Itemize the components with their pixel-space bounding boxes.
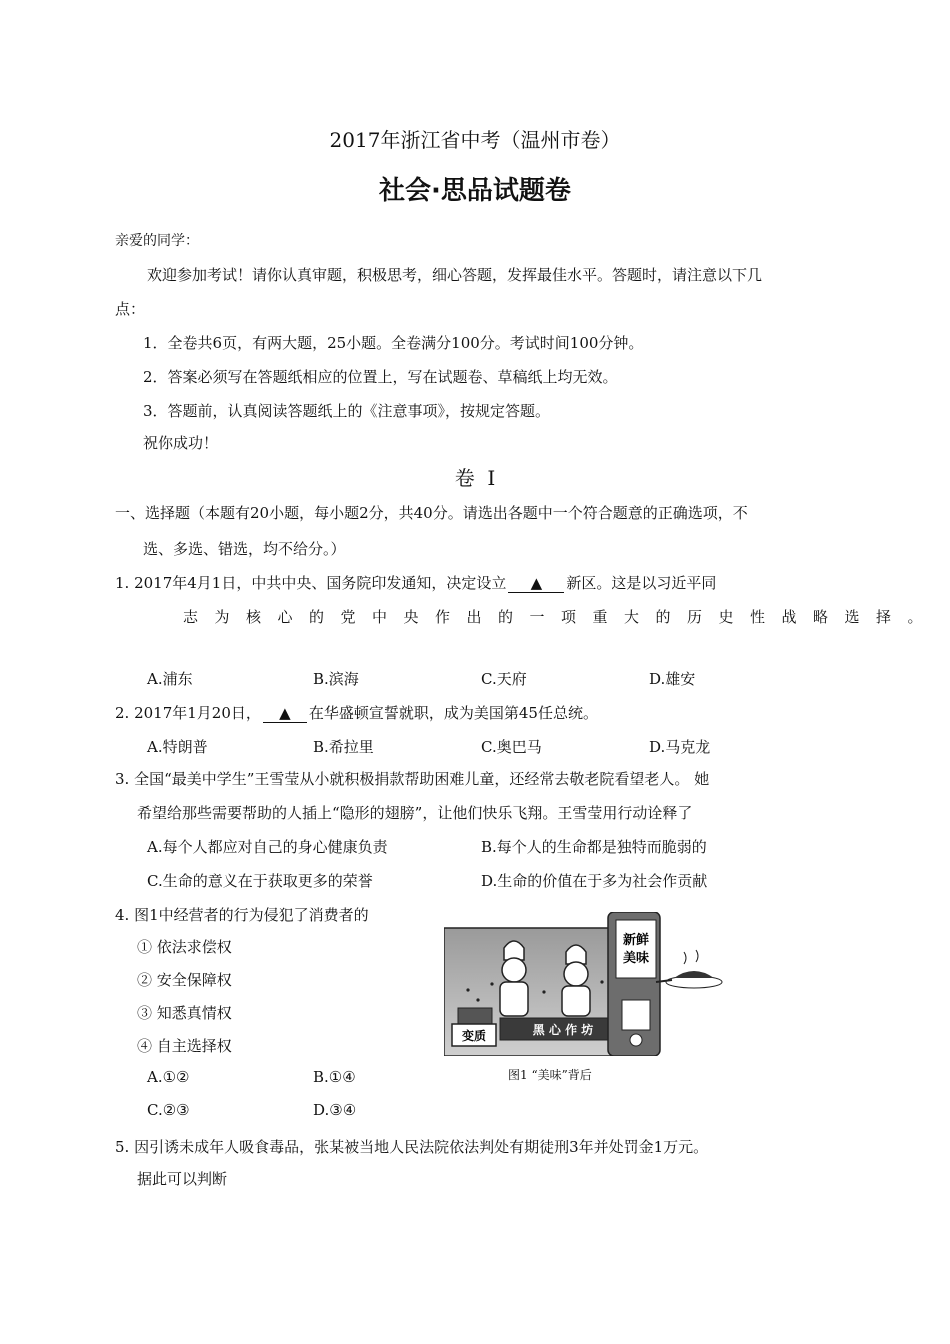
q3-option-a: A.每个人都应对自己的身心健康负责: [147, 838, 388, 856]
q4-item-2: ② 安全保障权: [137, 971, 232, 989]
question-1-text-a: 1. 2017年4月1日，中共中央、国务院印发通知，决定设立: [115, 574, 507, 592]
question-5-line-2: 据此可以判断: [137, 1170, 228, 1188]
box-label: 变质: [461, 1029, 487, 1043]
q4-option-b: B.①④: [313, 1068, 356, 1086]
greeting: 亲爱的同学：: [115, 233, 199, 249]
question-2-text-b: 在华盛顿宣誓就职，成为美国第45任总统。: [308, 704, 598, 722]
section-title: 卷 Ⅰ: [454, 466, 496, 490]
intro-line-2: 点：: [115, 300, 146, 318]
sign-text-2: 美味: [622, 951, 650, 966]
q4-item-4: ④ 自主选择权: [137, 1037, 232, 1055]
conveyor-banner: 黑 心 作 坊: [532, 1023, 594, 1037]
wish: 祝你成功！: [143, 434, 219, 452]
q3-option-d: D.生命的价值在于多为社会作贡献: [481, 872, 708, 890]
figure-1-caption: 图1 “美味”背后: [508, 1068, 592, 1082]
exam-subtitle: 社会·思品试题卷: [379, 176, 571, 206]
question-1-text-b: 新区。这是以习近平同: [566, 574, 717, 592]
question-4: 4. 图1中经营者的行为侵犯了消费者的: [115, 906, 369, 924]
q4-item-3: ③ 知悉真情权: [137, 1004, 232, 1022]
q3-option-b: B.每个人的生命都是独特而脆弱的: [481, 838, 707, 856]
note-1: 1．全卷共6页，有两大题，25小题。全卷满分100分。考试时间100分钟。: [143, 334, 644, 352]
part1-instruction-line-2: 选、多选、错选，均不给分。）: [143, 540, 346, 558]
question-5-line-1: 5. 因引诱未成年人吸食毒品，张某被当地人民法院依法判处有期徒刑3年并处罚金1万元。: [115, 1138, 709, 1156]
worker-right: [562, 945, 590, 1016]
q2-option-b: B.希拉里: [313, 738, 374, 756]
answer-blank: ▲: [508, 574, 564, 593]
q4-item-1: ① 依法求偿权: [137, 938, 232, 956]
part1-instruction-line-1: 一、选择题（本题有20小题，每小题2分，共40分。请选出各题中一个符合题意的正确选项，不: [115, 504, 748, 522]
q1-option-c: C.天府: [481, 670, 527, 688]
note-2: 2．答案必须写在答题纸相应的位置上，写在试题卷、草稿纸上均无效。: [143, 368, 618, 386]
cartoon-illustration: [444, 912, 726, 1056]
question-2: [115, 702, 598, 723]
intro-line-1: 欢迎参加考试！请你认真审题，积极思考，细心答题，发挥最佳水平。答题时，请注意以下几: [147, 266, 763, 284]
question-3-line-1: 3. 全国“最美中学生”王雪莹从小就积极捐款帮助困难儿童，还经常去敬老院看望老人。 她: [115, 770, 710, 788]
answer-blank: ▲: [263, 704, 307, 723]
question-2-text-a: 2. 2017年1月20日，: [115, 704, 261, 722]
exam-title: 2017年浙江省中考（温州市卷）: [329, 128, 621, 152]
q4-option-d: D.③④: [313, 1101, 357, 1119]
q4-option-a: A.①②: [147, 1068, 190, 1086]
q3-option-c: C.生命的意义在于获取更多的荣誉: [147, 872, 373, 890]
q2-option-d: D.马克龙: [649, 738, 711, 756]
question-1-line-2: 志为核心的党中央作出的一项重大的历史性战略选择。: [183, 608, 940, 626]
question-3-line-2: 希望给那些需要帮助的人插上“隐形的翅膀”，让他们快乐飞翔。王雪莹用行动诠释了: [137, 804, 693, 822]
q1-option-d: D.雄安: [649, 670, 696, 688]
q2-option-a: A.特朗普: [147, 738, 208, 756]
question-1: [115, 572, 716, 593]
q1-option-a: A.浦东: [147, 670, 193, 688]
note-3: 3．答题前，认真阅读答题纸上的《注意事项》，按规定答题。: [143, 402, 551, 420]
q4-option-c: C.②③: [147, 1101, 190, 1119]
q2-option-c: C.奥巴马: [481, 738, 542, 756]
q1-option-b: B.滨海: [313, 670, 359, 688]
sign-text-1: 新鲜: [622, 933, 650, 948]
figure-1-cartoon: [444, 912, 726, 1056]
